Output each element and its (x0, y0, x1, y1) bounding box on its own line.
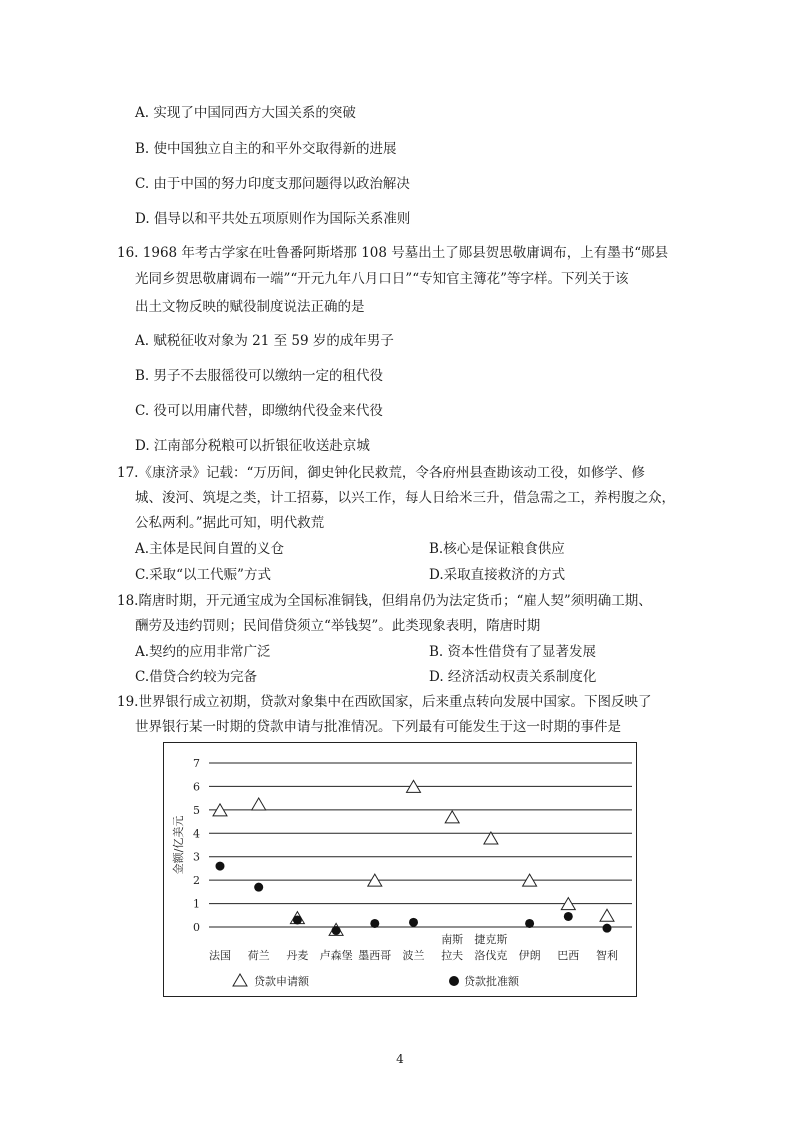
legend-label-application: 贷款申请额 (254, 975, 309, 988)
legend-triangle-icon (233, 974, 247, 986)
y-tick-label: 0 (193, 921, 200, 934)
application-point (252, 798, 266, 810)
q16-stem-line-1: 16. 1968 年考古学家在吐鲁番阿斯塔那 108 号墓出土了郧县贺思敬庸调布，上有墨书“郧县 (117, 245, 669, 261)
q18-option-c: C.借贷合约较为完备 (135, 669, 258, 685)
q16-option-b: B. 男子不去服徭役可以缴纳一定的租代役 (135, 368, 384, 384)
q16-option-a: A. 赋税征收对象为 21 至 59 岁的成年男子 (135, 333, 394, 349)
x-tick-label: 智利 (596, 949, 618, 962)
q18-stem-line-1: 18.隋唐时期，开元通宝成为全国标准铜钱，但绢帛仍为法定货币；“雇人契”须明确工期、 (117, 593, 652, 609)
y-axis-label: 金额/亿美元 (172, 815, 185, 875)
approval-point (409, 918, 418, 927)
loan-chart-svg (164, 743, 638, 998)
q17-option-a: A.主体是民间自置的义仓 (135, 541, 285, 557)
q16-option-d: D. 江南部分税粮可以折银征收送赴京城 (135, 438, 370, 454)
q18-option-a: A.契约的应用非常广泛 (135, 644, 271, 660)
q17-option-c: C.采取“以工代赈”方式 (135, 567, 271, 583)
approval-point (216, 862, 225, 871)
q17-option-b: B.核心是保证粮食供应 (429, 541, 565, 557)
approval-point (370, 919, 379, 928)
approval-point (332, 926, 341, 935)
x-tick-label: 墨西哥 (358, 949, 392, 962)
q16-stem-line-3: 出土文物反映的赋役制度说法正确的是 (135, 299, 365, 315)
q17-stem-line-2: 城、浚河、筑堤之类，计工招募，以兴工作，每人日给米三升，借急需之工，养枵腹之众， (135, 490, 675, 506)
y-tick-label: 4 (193, 827, 200, 841)
x-tick-label: 丹麦 (286, 949, 309, 962)
loan-chart (163, 742, 637, 997)
q15-option-b: B. 使中国独立自主的和平外交取得新的进展 (135, 141, 397, 157)
x-tick-label: 捷克斯 (474, 933, 508, 946)
y-tick-label: 5 (193, 803, 200, 817)
x-tick-label: 卢森堡 (319, 949, 353, 962)
x-tick-label: 波兰 (402, 949, 425, 962)
q19-stem-line-1: 19.世界银行成立初期，贷款对象集中在西欧国家，后来重点转向发展中国家。下图反映了 (117, 694, 652, 710)
approval-point (254, 883, 263, 892)
legend-dot-icon (449, 976, 459, 986)
q15-option-c: C. 由于中国的努力印度支那问题得以政治解决 (135, 176, 410, 192)
x-tick-label: 巴西 (557, 949, 580, 962)
y-tick-label: 6 (193, 780, 200, 794)
q17-stem-line-1: 17.《康济录》记载：“万历间，御史钟化民救荒，令各府州县查勘该动工役，如修学、修 (117, 465, 645, 481)
y-tick-label: 3 (193, 850, 200, 864)
q17-stem-line-3: 公私两利。”据此可知，明代救荒 (135, 515, 325, 531)
x-tick-label: 南斯 (441, 933, 464, 946)
x-tick-label: 荷兰 (247, 949, 270, 962)
x-tick-label: 伊朗 (518, 949, 541, 962)
q18-option-b: B. 资本性借贷有了显著发展 (429, 644, 597, 660)
x-tick-label: 洛伐克 (474, 949, 508, 962)
q16-option-c: C. 役可以用庸代替，即缴纳代役金来代役 (135, 403, 383, 419)
approval-point (564, 912, 573, 921)
q16-stem-line-2: 光同乡贺思敬庸调布一端”“开元九年八月口日”“专知官主簿花”等字样。下列关于该 (135, 271, 629, 287)
y-tick-label: 7 (193, 757, 200, 770)
q15-option-d: D. 倡导以和平共处五项原则作为国际关系准则 (135, 211, 411, 227)
application-point (600, 909, 614, 921)
y-tick-label: 1 (193, 897, 200, 911)
q18-stem-line-2: 酬劳及违约罚则；民间借贷须立“举钱契”。此类现象表明，隋唐时期 (135, 618, 541, 634)
page-number: 4 (396, 1052, 404, 1066)
approval-point (525, 919, 534, 928)
x-tick-label: 法国 (209, 949, 231, 962)
approval-point (603, 924, 612, 933)
q17-option-d: D.采取直接救济的方式 (429, 567, 566, 583)
y-tick-label: 2 (193, 874, 200, 888)
legend-label-approval: 贷款批准额 (464, 975, 519, 988)
x-tick-label: 拉夫 (441, 949, 464, 962)
application-point (445, 811, 459, 823)
q18-option-d: D. 经济活动权责关系制度化 (429, 669, 597, 685)
q19-stem-line-2: 世界银行某一时期的贷款申请与批准情况。下列最有可能发生于这一时期的事件是 (135, 719, 621, 735)
q15-option-a: A. 实现了中国同西方大国关系的突破 (135, 105, 356, 121)
approval-point (293, 915, 302, 924)
